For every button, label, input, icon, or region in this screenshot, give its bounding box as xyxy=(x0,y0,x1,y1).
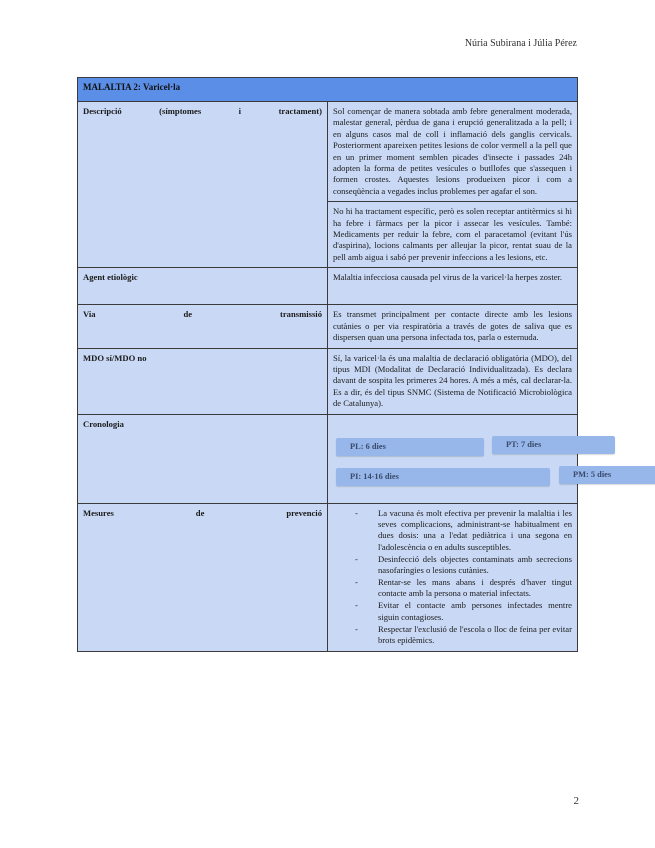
chronology-bar-pl: PL: 6 dies xyxy=(336,438,484,456)
table-row-prevention xyxy=(78,503,578,651)
label-mdo: MDO sí/MDO no xyxy=(78,348,328,414)
description-symptoms xyxy=(328,102,578,202)
list-item: - Desinfecció dels objectes contaminats amb secrecions nasofaríngies o lesions cutànies. xyxy=(341,554,572,577)
agent-text: Malaltia infecciosa causada pel virus de la varicel·la herpes zoster. xyxy=(328,268,578,305)
treatment-text: No hi ha tractament específic, però es solen receptar antitèrmics si hi ha febre i fàrmacs per la picor i assecar les vesícules. També: Medicaments per reduir la febre, com el paracetamol (evitant l'ús d'aspirina), locions calmants per alleujar la picor, rentat suau de la pell amb aigua i sabó per prevenir infeccions a les lesions, etc. xyxy=(333,206,572,262)
prevention-list xyxy=(333,508,572,647)
label-transmission: Via de transmissió xyxy=(78,305,328,348)
label-description: Descripció (símptomes i tractament) xyxy=(78,102,328,268)
table-title-row xyxy=(78,78,578,102)
chronology-diagram xyxy=(328,414,612,503)
list-item: - Rentar-se les mans abans i després d'haver tingut contacte amb la persona o material infectats. xyxy=(341,577,572,600)
table-row-description xyxy=(78,102,578,202)
transmission-text: Es transmet principalment per contacte directe amb les lesions cutànies o per via respiratòria a través de gotes de saliva que es dispersen quan una persona infectada tos, parla o esternuda. xyxy=(328,305,578,348)
list-item: - Evitar el contacte amb persones infectades mentre siguin contagioses. xyxy=(341,600,572,623)
prevention-cell xyxy=(328,503,578,651)
table-row-chronology xyxy=(78,414,578,503)
page-header-authors: Núria Subirana i Júlia Pérez xyxy=(464,38,577,49)
description-treatment xyxy=(328,202,578,268)
table-row-transmission xyxy=(78,305,578,348)
list-item: - La vacuna és molt efectiva per prevenir la malaltia i les seves complicacions, administrant-se habitualment en dues dosis: una a l'edat pediàtrica i una segona en l'adolescència o en adults susceptibles. xyxy=(341,508,572,554)
label-chronology: Cronologia xyxy=(78,414,328,503)
symptoms-text: Sol començar de manera sobtada amb febre generalment moderada, malestar general, pèrdua de gana i erupció generalitzada a la pell; i en alguns casos mal de coll i inflamació dels ganglis cervicals. Posteriorment apareixen petites lesions de color vermell a la pell que en un primer moment semblen picades d'insecte i passades 24h adopten la forma de petites vesícules o butllofes que s'assequen i formen crostes. Aquestes lesions produeixen picor i com a conseqüència a vegades inclus problemes per agafar el son. xyxy=(333,106,572,196)
disease-table xyxy=(77,77,612,652)
page-number: 2 xyxy=(573,795,579,807)
chronology-bar-pt: PT: 7 dies xyxy=(492,436,615,454)
chronology-bar-pm: PM: 5 dies xyxy=(559,466,655,484)
label-prevention: Mesures de prevenció xyxy=(78,503,328,651)
label-agent: Agent etiològic xyxy=(78,268,328,305)
chronology-bar-pi: PI: 14-16 dies xyxy=(336,468,550,486)
table-row-agent xyxy=(78,268,578,305)
mdo-text: Sí, la varicel·la és una malaltia de declaració obligatòria (MDO), del tipus MDI (Modalitat de Declaració Individualitzada). Es declara davant de sospita les primeres 24 hores. A més a més, cal declarar-la. Es a dir, és del tipus SNMC (Sistema de Notificació Microbiològica de Catalunya). xyxy=(328,348,578,414)
list-item: - Respectar l'exclusió de l'escola o lloc de feina per evitar brots epidèmics. xyxy=(341,624,572,647)
disease-title: MALALTIA 2: Varicel·la xyxy=(78,78,578,102)
table-row-mdo xyxy=(78,348,578,414)
